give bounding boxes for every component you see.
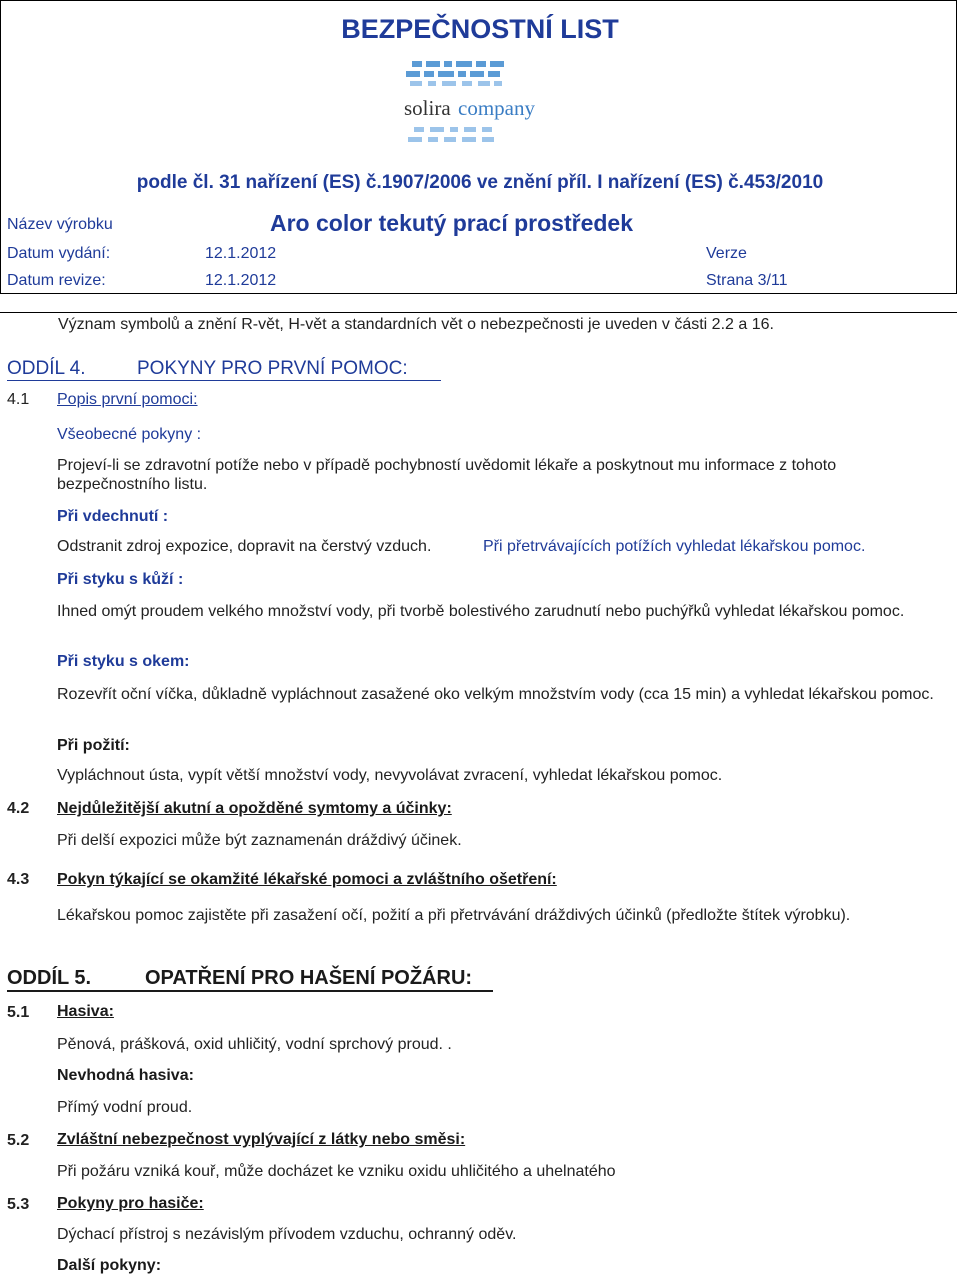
company-logo: [400, 57, 535, 161]
subsection-4-2-text: Při delší expozici může být zaznamenán dráždivý účinek.: [57, 832, 462, 849]
subsection-4-1-number: 4.1: [7, 391, 30, 408]
revision-label: Datum revize:: [7, 272, 106, 289]
section-4-title: POKYNY PRO PRVNÍ POMOC:: [137, 358, 408, 379]
eye-text: Rozevřít oční víčka, důkladně vypláchnout zasažené oko velkým množstvím vody (cca 15 min) a vyhledat lékařskou pomoc.: [57, 686, 934, 703]
skin-label: Při styku s kůží :: [57, 571, 184, 588]
subsection-4-2-number: 4.2: [7, 800, 30, 817]
inhalation-text-1: Odstranit zdroj expozice, dopravit na čerstvý vzduch.: [57, 538, 432, 555]
subsection-4-3-text: Lékařskou pomoc zajistěte při zasažení očí, požití a při přetrvávání dráždivých účinků (předložte štítek výrobku).: [57, 907, 851, 924]
logo-text-company: company: [458, 96, 535, 120]
ingestion-text: Vypláchnout ústa, vypít větší množství vody, nevyvolávat zvracení, vyhledat lékařskou pomoc.: [57, 767, 723, 784]
eye-label: Při styku s okem:: [57, 653, 190, 670]
subsection-5-1-number: 5.1: [7, 1004, 30, 1021]
subsection-4-3-number: 4.3: [7, 871, 30, 888]
subsection-5-2-text: Při požáru vzniká kouř, může docházet ke vzniku oxidu uhličitého a uhelnatého: [57, 1163, 616, 1180]
subsection-5-2-title: Zvláštní nebezpečnost vyplývající z látky nebo směsi:: [57, 1131, 466, 1148]
section-5-title: OPATŘENÍ PRO HAŠENÍ POŽÁRU:: [145, 967, 473, 989]
subsection-4-2-title: Nejdůležitější akutní a opožděné symtomy a účinky:: [57, 800, 452, 817]
page-number: Strana 3/11: [706, 272, 788, 289]
issue-date: 12.1.2012: [205, 245, 277, 262]
issue-label: Datum vydání:: [7, 245, 111, 262]
intro-note: Význam symbolů a znění R-vět, H-vět a standardních vět o nebezpečnosti je uveden v části 2.2 a 16.: [58, 316, 774, 333]
skin-text: Ihned omýt proudem velkého množství vody, při tvorbě bolestivého zarudnutí nebo puchýřků vyhledat lékařskou pomoc.: [57, 603, 905, 620]
general-text: Projeví-li se zdravotní potíže nebo v případě pochybností uvědomit lékaře a poskytnout mu informace z tohoto bezpečnostního listu.: [57, 457, 837, 493]
section-5-number: ODDÍL 5.: [7, 967, 92, 989]
unsuitable-label: Nevhodná hasiva:: [57, 1067, 194, 1084]
logo-text-solira: solira: [404, 96, 451, 120]
inhalation-text-2: Při přetrvávajících potížích vyhledat lékařskou pomoc.: [483, 538, 866, 555]
version-label: Verze: [706, 245, 747, 262]
subsection-5-1-text: Pěnová, prášková, oxid uhličitý, vodní sprchový proud. .: [57, 1036, 452, 1053]
subsection-4-1-title: Popis první pomoci:: [57, 391, 198, 408]
section-5-underline: [7, 990, 493, 992]
ingestion-label: Při požití:: [57, 737, 130, 754]
revision-date: 12.1.2012: [205, 272, 277, 289]
document-title: BEZPEČNOSTNÍ LIST: [341, 14, 619, 44]
product-label: Název výrobku: [7, 216, 113, 233]
inhalation-label: Při vdechnutí :: [57, 508, 169, 525]
subsection-5-1-title: Hasiva:: [57, 1003, 114, 1020]
general-label: Všeobecné pokyny :: [57, 426, 202, 443]
other-instructions-label: Další pokyny:: [57, 1257, 162, 1274]
subsection-4-3-title: Pokyn týkající se okamžité lékařské pomoci a zvláštního ošetření:: [57, 871, 557, 888]
section-4-underline: [7, 380, 441, 381]
regulation-line: podle čl. 31 nařízení (ES) č.1907/2006 ve znění příl. I nařízení (ES) č.453/2010: [136, 172, 824, 193]
header-divider: [0, 312, 957, 313]
subsection-5-2-number: 5.2: [7, 1132, 30, 1149]
subsection-5-3-number: 5.3: [7, 1196, 30, 1213]
unsuitable-text: Přímý vodní proud.: [57, 1099, 193, 1116]
product-name: Aro color tekutý prací prostředek: [270, 210, 633, 236]
section-4-number: ODDÍL 4.: [7, 358, 86, 379]
subsection-5-3-text: Dýchací přístroj s nezávislým přívodem vzduchu, ochranný oděv.: [57, 1226, 517, 1243]
subsection-5-3-title: Pokyny pro hasiče:: [57, 1195, 204, 1212]
